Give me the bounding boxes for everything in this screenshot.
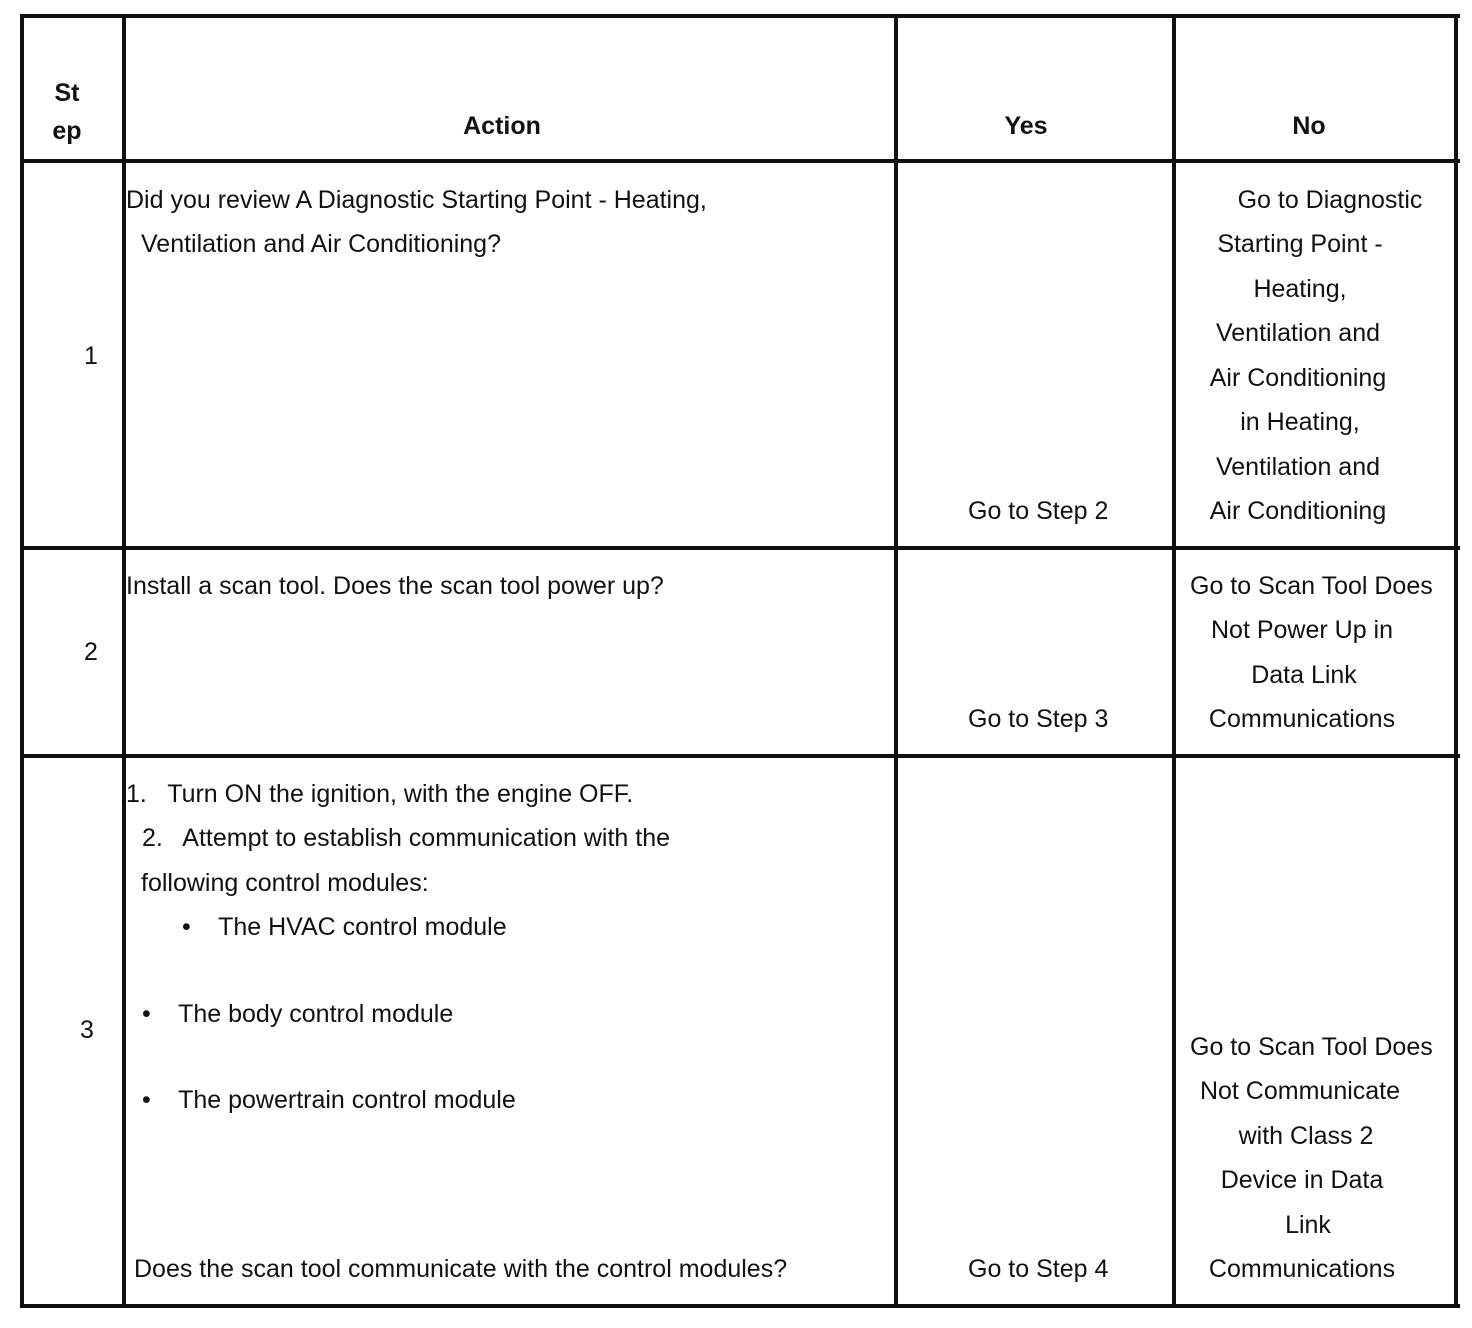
row1-no-line8: Air Conditioning <box>1209 497 1387 525</box>
col-divider-action-yes <box>894 14 898 1308</box>
row3-action-bullet-powertrain: • The powertrain control module <box>142 1086 516 1114</box>
header-divider <box>20 159 1460 163</box>
row3-yes: Go to Step 4 <box>968 1255 1109 1283</box>
row1-no-line7: Ventilation and <box>1215 453 1381 481</box>
row-divider-2 <box>20 754 1460 758</box>
row1-step: 1 <box>84 342 98 370</box>
table-border-left <box>20 14 24 1308</box>
diagnostic-table <box>20 14 1460 1308</box>
row1-action-line2: Ventilation and Air Conditioning? <box>141 230 501 258</box>
row1-no-line4: Ventilation and <box>1215 319 1381 347</box>
row-divider-1 <box>20 546 1460 550</box>
row3-no-line2: Not Communicate <box>1199 1077 1401 1105</box>
row3-no-line4: Device in Data <box>1220 1166 1384 1194</box>
row1-no-line1: Go to Diagnostic <box>1237 186 1423 214</box>
row3-no-line1: Go to Scan Tool Does <box>1190 1033 1433 1061</box>
row1-no-line3: Heating, <box>1253 275 1347 303</box>
row2-no-line3: Data Link <box>1251 661 1357 689</box>
row2-no-line4: Communications <box>1208 705 1396 733</box>
header-action: Action <box>463 112 541 140</box>
header-step: St ep <box>52 79 82 145</box>
row2-yes: Go to Step 3 <box>968 705 1109 733</box>
row3-action-bullet-body: • The body control module <box>142 1000 454 1028</box>
row3-no-line5: Link <box>1285 1211 1331 1239</box>
row1-no-line5: Air Conditioning <box>1209 364 1387 392</box>
row1-action-line1: Did you review A Diagnostic Starting Point - Heating, <box>126 186 707 214</box>
row3-action-line3: following control modules: <box>141 869 429 897</box>
row1-no-line6: in Heating, <box>1240 408 1360 436</box>
row3-no-line6: Communications <box>1208 1255 1396 1283</box>
row2-no-line1: Go to Scan Tool Does <box>1190 572 1433 600</box>
row2-action-line1: Install a scan tool. Does the scan tool power up? <box>126 572 664 600</box>
row3-no-line3: with Class 2 <box>1238 1122 1374 1150</box>
row3-action-line2: 2. Attempt to establish communication with the <box>142 824 671 852</box>
table-border-bottom <box>20 1304 1460 1308</box>
row1-no-line2: Starting Point - <box>1217 230 1383 258</box>
row2-step: 2 <box>84 638 98 666</box>
row2-no-line2: Not Power Up in <box>1210 616 1394 644</box>
row3-action-line1: 1. Turn ON the ignition, with the engine OFF. <box>126 780 634 808</box>
row1-yes: Go to Step 2 <box>968 497 1109 525</box>
table-border-top <box>20 14 1460 18</box>
header-yes: Yes <box>1004 112 1048 140</box>
row3-action-bullet-hvac: • The HVAC control module <box>182 913 507 941</box>
row3-action-question: Does the scan tool communicate with the control modules? <box>134 1255 788 1283</box>
header-no: No <box>1292 112 1326 140</box>
row3-step: 3 <box>80 1016 94 1044</box>
